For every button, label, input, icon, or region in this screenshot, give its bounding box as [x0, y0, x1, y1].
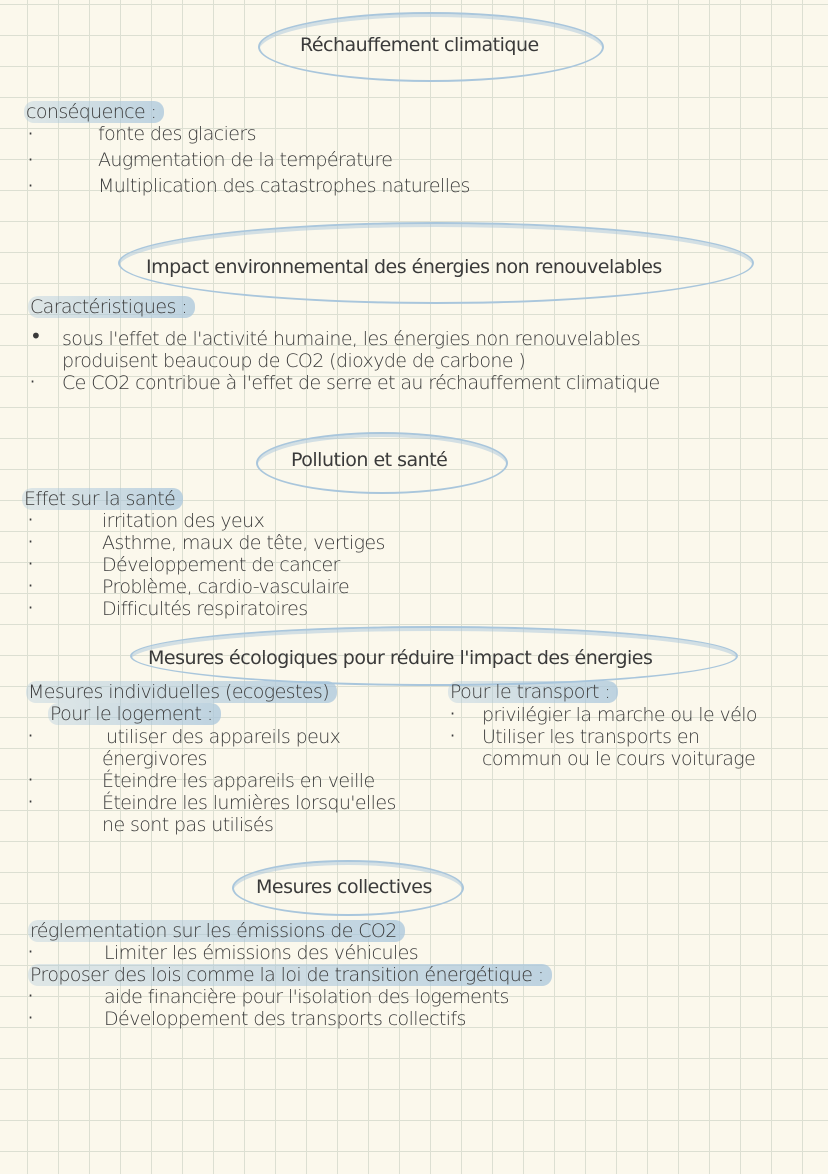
list-item: Utiliser les transports en — [482, 726, 700, 748]
section-title: Mesures écologiques pour réduire l'impact des énergies — [148, 647, 653, 669]
list-item: commun ou le cours voiturage — [482, 748, 756, 770]
bullet: · — [28, 792, 34, 811]
bullet: · — [28, 942, 34, 961]
section-heading: Caractéristiques : — [28, 296, 195, 318]
bullet: · — [450, 726, 456, 745]
bullet: · — [28, 510, 34, 529]
bullet: · — [28, 770, 34, 789]
list-item: Développement des transports collectifs — [104, 1008, 466, 1030]
list-item: Développement de cancer — [102, 554, 340, 576]
list-item: ne sont pas utilisés — [102, 814, 274, 836]
bullet: · — [28, 124, 34, 143]
section-heading: Effet sur la santé — [22, 488, 183, 510]
list-item: énergivores — [102, 748, 207, 770]
section-title: Réchauffement climatique — [300, 34, 539, 56]
transport-heading: Pour le transport : — [448, 681, 618, 703]
list-item: irritation des yeux — [102, 510, 265, 532]
section-title: Mesures collectives — [256, 876, 432, 898]
section-heading: réglementation sur les émissions de CO2 — [28, 920, 405, 942]
list-item: sous l'effet de l'activité humaine, les énergies non renouvelables — [62, 328, 641, 350]
list-item: Limiter les émissions des véhicules — [104, 942, 419, 964]
bullet: · — [28, 554, 34, 573]
bullet: · — [28, 598, 34, 617]
section-title: Pollution et santé — [291, 449, 448, 471]
list-item: fonte des glaciers — [98, 123, 256, 145]
list-item: produisent beaucoup de CO2 (dioxyde de carbone ) — [62, 350, 526, 372]
section-heading: Mesures individuelles (ecogestes) — [26, 681, 337, 703]
list-item: Asthme, maux de tête, vertiges — [102, 532, 385, 554]
bullet: · — [28, 176, 34, 195]
section-heading: Proposer des lois comme la loi de transition énergétique : — [28, 964, 552, 986]
list-item: Difficultés respiratoires — [102, 598, 308, 620]
list-item: Éteindre les appareils en veille — [102, 770, 375, 792]
list-item: Problème, cardio-vasculaire — [102, 576, 350, 598]
bullet: • — [30, 324, 42, 348]
section-title: Impact environnemental des énergies non renouvelables — [146, 256, 662, 278]
list-item: Multiplication des catastrophes naturelles — [98, 175, 470, 197]
list-item: aide financière pour l'isolation des logements — [104, 986, 509, 1008]
list-item: Éteindre les lumières lorsqu'elles — [102, 792, 396, 814]
section-heading: conséquence : — [24, 101, 164, 123]
bullet: · — [28, 726, 34, 745]
bullet: · — [28, 150, 34, 169]
sub-heading: Pour le logement : — [48, 703, 221, 725]
bullet: · — [450, 704, 456, 723]
bullet: · — [28, 576, 34, 595]
list-item: Augmentation de la température — [98, 149, 393, 171]
bullet: · — [28, 1008, 34, 1027]
bullet: · — [28, 532, 34, 551]
list-item: Ce CO2 contribue à l'effet de serre et au réchauffement climatique — [62, 372, 660, 394]
list-item: utiliser des appareils peux — [106, 726, 341, 748]
bullet: · — [28, 986, 34, 1005]
list-item: privilégier la marche ou le vélo — [482, 704, 757, 726]
bullet: · — [30, 372, 36, 391]
